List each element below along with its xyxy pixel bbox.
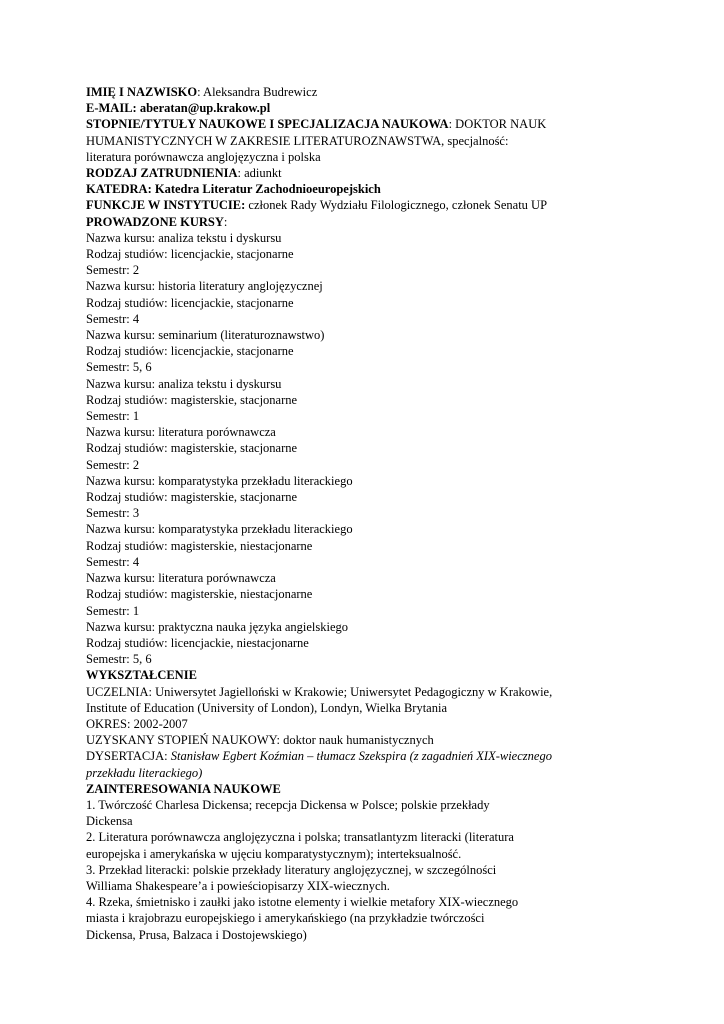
course-type: Rodzaj studiów: magisterskie, niestacjonarne xyxy=(86,587,313,602)
course-type: Rodzaj studiów: licencjackie, stacjonarne xyxy=(86,344,294,359)
course-type: Rodzaj studiów: magisterskie, stacjonarne xyxy=(86,392,298,407)
degree-label: STOPNIE/TYTUŁY NAUKOWE I SPECJALIZACJA NAUKOWA xyxy=(86,117,449,132)
course-name: Nazwa kursu: historia literatury anglojęzycznej xyxy=(86,279,323,294)
course-semester: Semestr: 2 xyxy=(86,457,140,472)
course-item xyxy=(86,327,646,376)
courses-label: PROWADZONE KURSY xyxy=(86,214,224,229)
degree-line-1 xyxy=(86,116,646,132)
course-type: Rodzaj studiów: licencjackie, stacjonarne xyxy=(86,295,294,310)
course-type: Rodzaj studiów: magisterskie, niestacjonarne xyxy=(86,538,313,553)
interest-line: Dickensa, Prusa, Balzaca i Dostojewskiego) xyxy=(86,927,307,942)
dissertation-line-1 xyxy=(86,748,646,764)
course-item xyxy=(86,424,646,473)
course-type: Rodzaj studiów: licencjackie, stacjonarne xyxy=(86,247,294,262)
functions-line xyxy=(86,197,646,213)
interest-line: 1. Twórczość Charlesa Dickensa; recepcja Dickensa w Polsce; polskie przekłady xyxy=(86,797,490,812)
course-semester: Semestr: 2 xyxy=(86,263,140,278)
dissertation-label: DYSERTACJA: xyxy=(86,749,171,764)
course-name: Nazwa kursu: komparatystyka przekładu literackiego xyxy=(86,473,353,488)
functions-label: FUNKCJE W INSTYTUCIE: xyxy=(86,198,246,213)
interest-line: europejska i amerykańska w ujęciu komparatystycznym); interteksualność. xyxy=(86,846,462,861)
course-item xyxy=(86,278,646,327)
course-type: Rodzaj studiów: licencjackie, niestacjonarne xyxy=(86,635,309,650)
course-item xyxy=(86,376,646,425)
course-name: Nazwa kursu: analiza tekstu i dyskursu xyxy=(86,230,282,245)
education-period: OKRES: 2002-2007 xyxy=(86,716,188,731)
employment-line xyxy=(86,165,646,181)
course-semester: Semestr: 5, 6 xyxy=(86,652,152,667)
education-university-2: Institute of Education (University of London), Londyn, Wielka Brytania xyxy=(86,700,447,715)
name-value: : Aleksandra Budrewicz xyxy=(197,85,318,99)
education-university-1: UCZELNIA: Uniwersytet Jagielloński w Krakowie; Uniwersytet Pedagogiczny w Krakowie, xyxy=(86,684,553,699)
name-label: IMIĘ I NAZWISKO xyxy=(86,85,198,99)
employment-value: : adiunkt xyxy=(237,166,282,181)
course-name: Nazwa kursu: praktyczna nauka języka angielskiego xyxy=(86,619,349,634)
interests-heading: ZAINTERESOWANIA NAUKOWE xyxy=(86,781,281,796)
course-semester: Semestr: 4 xyxy=(86,554,140,569)
degree-line-3: literatura porównawcza anglojęzyczna i polska xyxy=(86,149,321,164)
courses-colon: : xyxy=(223,214,228,229)
course-item xyxy=(86,521,646,570)
course-name: Nazwa kursu: seminarium (literaturoznawstwo) xyxy=(86,328,325,343)
degree-line-2: HUMANISTYCZNYCH W ZAKRESIE LITERATUROZNAWSTWA, specjalność: xyxy=(86,133,509,148)
interest-line: 3. Przekład literacki: polskie przekłady literatury anglojęzycznej, w szczególności xyxy=(86,862,497,877)
interest-line: miasta i krajobrazu europejskiego i amerykańskiego (na przykładzie twórczości xyxy=(86,911,485,926)
name-line xyxy=(86,84,646,100)
education-heading: WYKSZTAŁCENIE xyxy=(86,668,197,683)
course-semester: Semestr: 5, 6 xyxy=(86,360,152,375)
courses-heading xyxy=(86,214,646,230)
interest-line: Williama Shakespeare’a i powieściopisarzy XIX-wiecznych. xyxy=(86,878,390,893)
education-degree: UZYSKANY STOPIEŃ NAUKOWY: doktor nauk humanistycznych xyxy=(86,733,434,748)
course-type: Rodzaj studiów: magisterskie, stacjonarne xyxy=(86,441,298,456)
course-item xyxy=(86,619,646,668)
cv-document xyxy=(86,84,646,943)
course-item xyxy=(86,570,646,619)
interest-line: 2. Literatura porównawcza anglojęzyczna i polska; transatlantyzm literacki (literatura xyxy=(86,830,514,845)
interest-line: Dickensa xyxy=(86,814,133,829)
course-semester: Semestr: 3 xyxy=(86,506,140,521)
course-name: Nazwa kursu: literatura porównawcza xyxy=(86,425,276,440)
employment-label: RODZAJ ZATRUDNIENIA xyxy=(86,166,238,181)
interests-list xyxy=(86,797,646,943)
course-list xyxy=(86,230,646,667)
course-semester: Semestr: 1 xyxy=(86,409,140,424)
functions-value: członek Rady Wydziału Filologicznego, członek Senatu UP xyxy=(245,198,548,213)
course-name: Nazwa kursu: komparatystyka przekładu literackiego xyxy=(86,522,353,537)
course-semester: Semestr: 1 xyxy=(86,603,140,618)
course-type: Rodzaj studiów: magisterskie, stacjonarne xyxy=(86,490,298,505)
degree-value-1: : DOKTOR NAUK xyxy=(448,117,547,132)
interest-line: 4. Rzeka, śmietnisko i zaułki jako istotne elementy i wielkie metafory XIX-wiecznego xyxy=(86,895,519,910)
dissertation-title-1: Stanisław Egbert Koźmian – tłumacz Szekspira (z zagadnień XIX-wiecznego xyxy=(170,749,552,764)
email-line: E-MAIL: aberatan@up.krakow.pl xyxy=(86,101,271,116)
course-semester: Semestr: 4 xyxy=(86,311,140,326)
course-name: Nazwa kursu: analiza tekstu i dyskursu xyxy=(86,376,282,391)
dissertation-title-2: przekładu literackiego) xyxy=(86,765,203,780)
course-item xyxy=(86,473,646,522)
department-line: KATEDRA: Katedra Literatur Zachodnioeuropejskich xyxy=(86,182,381,197)
course-name: Nazwa kursu: literatura porównawcza xyxy=(86,571,276,586)
course-item xyxy=(86,230,646,279)
